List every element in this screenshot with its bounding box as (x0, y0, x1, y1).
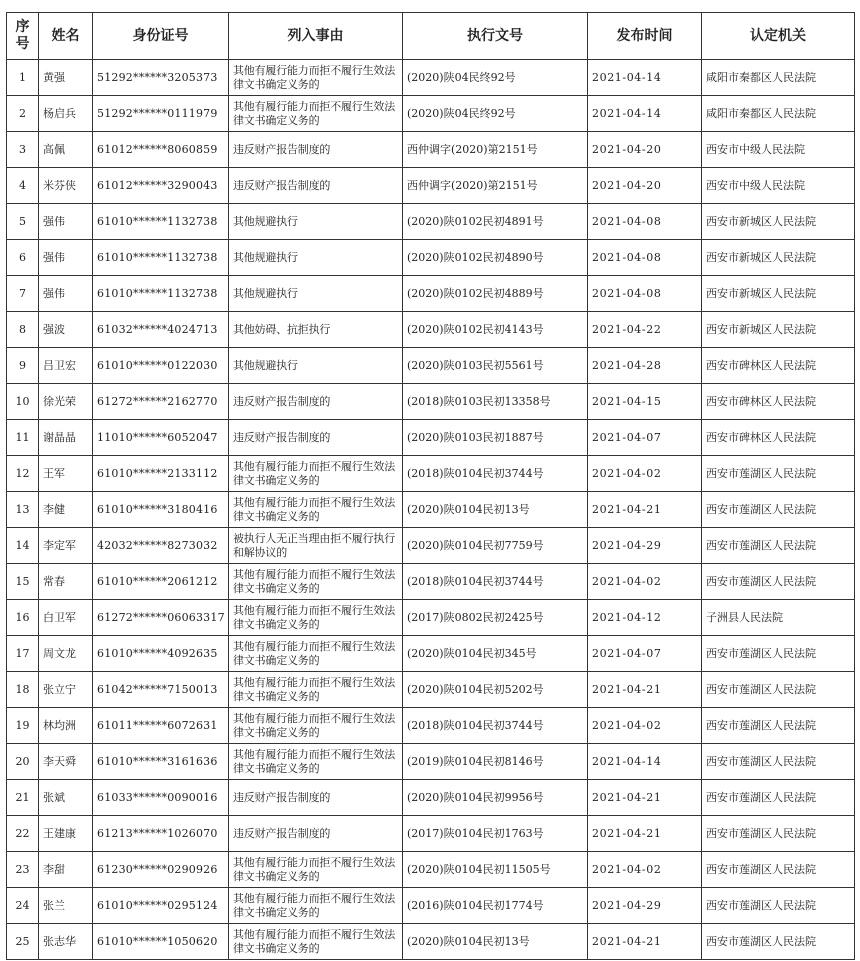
cell-case-number: (2020)陕0102民初4890号 (403, 240, 588, 276)
cell-name: 米芬侠 (39, 168, 93, 204)
cell-case-number: (2018)陕0104民初3744号 (403, 456, 588, 492)
cell-no: 4 (7, 168, 39, 204)
cell-case-number: (2019)陕0104民初8146号 (403, 744, 588, 780)
cell-reason: 其他规避执行 (229, 204, 403, 240)
cell-case-number: (2018)陕0103民初13358号 (403, 384, 588, 420)
table-row (7, 384, 855, 420)
cell-case-number: (2018)陕0104民初3744号 (403, 708, 588, 744)
cell-reason: 被执行人无正当理由拒不履行执行和解协议的 (229, 528, 403, 564)
cell-publish-date: 2021-04-28 (588, 348, 702, 384)
cell-id-number: 61010******1132738 (93, 276, 229, 312)
cell-name: 强伟 (39, 204, 93, 240)
header-date: 发布时间 (588, 13, 702, 60)
cell-name: 谢晶晶 (39, 420, 93, 456)
cell-id-number: 61272******06063317 (93, 600, 229, 636)
header-row (7, 13, 855, 60)
cell-name: 高佩 (39, 132, 93, 168)
cell-reason: 其他规避执行 (229, 240, 403, 276)
cell-reason: 其他有履行能力而拒不履行生效法律文书确定义务的 (229, 672, 403, 708)
cell-reason: 其他规避执行 (229, 348, 403, 384)
cell-no: 21 (7, 780, 39, 816)
cell-court: 西安市中级人民法院 (702, 132, 855, 168)
cell-reason: 其他有履行能力而拒不履行生效法律文书确定义务的 (229, 492, 403, 528)
cell-reason: 其他有履行能力而拒不履行生效法律文书确定义务的 (229, 708, 403, 744)
cell-publish-date: 2021-04-07 (588, 420, 702, 456)
cell-id-number: 51292******0111979 (93, 96, 229, 132)
cell-court: 西安市莲湖区人民法院 (702, 528, 855, 564)
cell-name: 常春 (39, 564, 93, 600)
cell-reason: 其他有履行能力而拒不履行生效法律文书确定义务的 (229, 456, 403, 492)
table-row (7, 528, 855, 564)
cell-id-number: 42032******8273032 (93, 528, 229, 564)
cell-reason: 其他有履行能力而拒不履行生效法律文书确定义务的 (229, 888, 403, 924)
header-case: 执行文号 (403, 13, 588, 60)
cell-no: 22 (7, 816, 39, 852)
cell-case-number: (2020)陕0104民初5202号 (403, 672, 588, 708)
cell-publish-date: 2021-04-02 (588, 456, 702, 492)
cell-name: 李天舜 (39, 744, 93, 780)
table-row (7, 168, 855, 204)
cell-court: 西安市莲湖区人民法院 (702, 492, 855, 528)
table-row (7, 564, 855, 600)
table-row (7, 96, 855, 132)
table-row (7, 420, 855, 456)
cell-name: 张斌 (39, 780, 93, 816)
cell-reason: 违反财产报告制度的 (229, 816, 403, 852)
cell-reason: 违反财产报告制度的 (229, 420, 403, 456)
table-row (7, 492, 855, 528)
cell-case-number: (2020)陕0104民初13号 (403, 924, 588, 960)
cell-id-number: 61033******0090016 (93, 780, 229, 816)
table-row (7, 204, 855, 240)
cell-name: 李甜 (39, 852, 93, 888)
cell-court: 西安市莲湖区人民法院 (702, 852, 855, 888)
cell-reason: 其他有履行能力而拒不履行生效法律文书确定义务的 (229, 924, 403, 960)
table-body (7, 60, 855, 960)
table-row (7, 240, 855, 276)
cell-publish-date: 2021-04-21 (588, 780, 702, 816)
table-row (7, 744, 855, 780)
cell-publish-date: 2021-04-02 (588, 852, 702, 888)
cell-no: 23 (7, 852, 39, 888)
cell-publish-date: 2021-04-21 (588, 924, 702, 960)
cell-name: 周文龙 (39, 636, 93, 672)
cell-publish-date: 2021-04-22 (588, 312, 702, 348)
cell-court: 西安市新城区人民法院 (702, 240, 855, 276)
table-row (7, 888, 855, 924)
cell-reason: 违反财产报告制度的 (229, 168, 403, 204)
cell-court: 西安市莲湖区人民法院 (702, 780, 855, 816)
cell-name: 徐光荣 (39, 384, 93, 420)
cell-no: 6 (7, 240, 39, 276)
cell-court: 西安市莲湖区人民法院 (702, 564, 855, 600)
cell-court: 咸阳市秦都区人民法院 (702, 60, 855, 96)
cell-name: 王军 (39, 456, 93, 492)
cell-no: 20 (7, 744, 39, 780)
table-row (7, 312, 855, 348)
table-row (7, 132, 855, 168)
cell-no: 15 (7, 564, 39, 600)
document-page (6, 12, 854, 960)
cell-court: 西安市碑林区人民法院 (702, 348, 855, 384)
table-row (7, 672, 855, 708)
cell-case-number: (2020)陕0104民初13号 (403, 492, 588, 528)
cell-court: 西安市莲湖区人民法院 (702, 744, 855, 780)
cell-id-number: 11010******6052047 (93, 420, 229, 456)
cell-publish-date: 2021-04-21 (588, 492, 702, 528)
cell-reason: 其他有履行能力而拒不履行生效法律文书确定义务的 (229, 600, 403, 636)
cell-id-number: 61011******6072631 (93, 708, 229, 744)
cell-id-number: 61012******3290043 (93, 168, 229, 204)
table-row (7, 276, 855, 312)
cell-id-number: 61010******1132738 (93, 240, 229, 276)
cell-name: 强波 (39, 312, 93, 348)
cell-reason: 其他有履行能力而拒不履行生效法律文书确定义务的 (229, 636, 403, 672)
header-reason: 列入事由 (229, 13, 403, 60)
cell-id-number: 61010******1132738 (93, 204, 229, 240)
cell-publish-date: 2021-04-15 (588, 384, 702, 420)
cell-court: 西安市莲湖区人民法院 (702, 924, 855, 960)
cell-no: 25 (7, 924, 39, 960)
table-row (7, 924, 855, 960)
cell-publish-date: 2021-04-08 (588, 276, 702, 312)
cell-case-number: (2020)陕0102民初4889号 (403, 276, 588, 312)
cell-id-number: 61010******0295124 (93, 888, 229, 924)
cell-no: 12 (7, 456, 39, 492)
cell-case-number: (2017)陕0104民初1763号 (403, 816, 588, 852)
cell-publish-date: 2021-04-14 (588, 744, 702, 780)
cell-case-number: (2020)陕04民终92号 (403, 60, 588, 96)
cell-no: 16 (7, 600, 39, 636)
cell-case-number: (2020)陕0104民初345号 (403, 636, 588, 672)
cell-name: 张立宁 (39, 672, 93, 708)
table-row (7, 852, 855, 888)
cell-reason: 其他有履行能力而拒不履行生效法律文书确定义务的 (229, 564, 403, 600)
cell-publish-date: 2021-04-02 (588, 564, 702, 600)
cell-publish-date: 2021-04-12 (588, 600, 702, 636)
header-id: 身份证号 (93, 13, 229, 60)
cell-no: 1 (7, 60, 39, 96)
cell-court: 西安市莲湖区人民法院 (702, 456, 855, 492)
cell-name: 李健 (39, 492, 93, 528)
cell-case-number: (2020)陕0104民初7759号 (403, 528, 588, 564)
cell-publish-date: 2021-04-29 (588, 888, 702, 924)
cell-court: 西安市莲湖区人民法院 (702, 816, 855, 852)
cell-name: 王建康 (39, 816, 93, 852)
cell-publish-date: 2021-04-07 (588, 636, 702, 672)
cell-id-number: 61042******7150013 (93, 672, 229, 708)
cell-court: 西安市中级人民法院 (702, 168, 855, 204)
cell-no: 8 (7, 312, 39, 348)
cell-court: 西安市新城区人民法院 (702, 312, 855, 348)
cell-name: 张兰 (39, 888, 93, 924)
cell-publish-date: 2021-04-29 (588, 528, 702, 564)
table-row (7, 456, 855, 492)
cell-name: 白卫军 (39, 600, 93, 636)
cell-name: 李定军 (39, 528, 93, 564)
cell-no: 14 (7, 528, 39, 564)
cell-publish-date: 2021-04-02 (588, 708, 702, 744)
dishonest-persons-table (6, 12, 855, 960)
cell-case-number: (2020)陕0102民初4891号 (403, 204, 588, 240)
cell-name: 黄强 (39, 60, 93, 96)
cell-no: 13 (7, 492, 39, 528)
cell-case-number: (2020)陕0103民初5561号 (403, 348, 588, 384)
cell-name: 林均洲 (39, 708, 93, 744)
cell-reason: 其他有履行能力而拒不履行生效法律文书确定义务的 (229, 96, 403, 132)
cell-court: 西安市碑林区人民法院 (702, 420, 855, 456)
cell-publish-date: 2021-04-21 (588, 816, 702, 852)
cell-no: 24 (7, 888, 39, 924)
table-row (7, 600, 855, 636)
cell-publish-date: 2021-04-21 (588, 672, 702, 708)
cell-id-number: 61230******0290926 (93, 852, 229, 888)
cell-case-number: 西仲调字(2020)第2151号 (403, 168, 588, 204)
cell-case-number: (2020)陕04民终92号 (403, 96, 588, 132)
table-row (7, 636, 855, 672)
cell-name: 强伟 (39, 240, 93, 276)
table-row (7, 816, 855, 852)
cell-id-number: 51292******3205373 (93, 60, 229, 96)
cell-publish-date: 2021-04-14 (588, 60, 702, 96)
header-name: 姓名 (39, 13, 93, 60)
cell-reason: 其他规避执行 (229, 276, 403, 312)
cell-id-number: 61010******2133112 (93, 456, 229, 492)
cell-name: 强伟 (39, 276, 93, 312)
cell-no: 2 (7, 96, 39, 132)
cell-case-number: (2020)陕0103民初1887号 (403, 420, 588, 456)
cell-no: 3 (7, 132, 39, 168)
cell-reason: 违反财产报告制度的 (229, 132, 403, 168)
cell-id-number: 61010******4092635 (93, 636, 229, 672)
cell-reason: 其他有履行能力而拒不履行生效法律文书确定义务的 (229, 60, 403, 96)
cell-id-number: 61010******3180416 (93, 492, 229, 528)
cell-court: 西安市碑林区人民法院 (702, 384, 855, 420)
cell-court: 西安市莲湖区人民法院 (702, 672, 855, 708)
cell-case-number: (2020)陕0102民初4143号 (403, 312, 588, 348)
cell-case-number: (2020)陕0104民初9956号 (403, 780, 588, 816)
cell-case-number: (2020)陕0104民初11505号 (403, 852, 588, 888)
table-row (7, 780, 855, 816)
cell-case-number: (2018)陕0104民初3744号 (403, 564, 588, 600)
cell-court: 西安市莲湖区人民法院 (702, 708, 855, 744)
cell-publish-date: 2021-04-08 (588, 240, 702, 276)
header-court: 认定机关 (702, 13, 855, 60)
cell-no: 7 (7, 276, 39, 312)
cell-no: 5 (7, 204, 39, 240)
cell-reason: 违反财产报告制度的 (229, 780, 403, 816)
cell-publish-date: 2021-04-14 (588, 96, 702, 132)
cell-id-number: 61272******2162770 (93, 384, 229, 420)
cell-court: 西安市莲湖区人民法院 (702, 888, 855, 924)
cell-id-number: 61032******4024713 (93, 312, 229, 348)
header-no: 序号 (7, 13, 39, 60)
cell-id-number: 61012******8060859 (93, 132, 229, 168)
cell-id-number: 61010******3161636 (93, 744, 229, 780)
cell-no: 10 (7, 384, 39, 420)
cell-reason: 其他有履行能力而拒不履行生效法律文书确定义务的 (229, 744, 403, 780)
cell-reason: 其他有履行能力而拒不履行生效法律文书确定义务的 (229, 852, 403, 888)
cell-publish-date: 2021-04-08 (588, 204, 702, 240)
table-header (7, 13, 855, 60)
cell-id-number: 61010******0122030 (93, 348, 229, 384)
cell-court: 子洲县人民法院 (702, 600, 855, 636)
cell-publish-date: 2021-04-20 (588, 132, 702, 168)
cell-no: 11 (7, 420, 39, 456)
cell-id-number: 61010******2061212 (93, 564, 229, 600)
cell-court: 西安市新城区人民法院 (702, 276, 855, 312)
cell-name: 吕卫宏 (39, 348, 93, 384)
cell-id-number: 61213******1026070 (93, 816, 229, 852)
cell-court: 咸阳市秦都区人民法院 (702, 96, 855, 132)
cell-name: 张志华 (39, 924, 93, 960)
cell-id-number: 61010******1050620 (93, 924, 229, 960)
table-row (7, 348, 855, 384)
cell-case-number: (2017)陕0802民初2425号 (403, 600, 588, 636)
cell-court: 西安市莲湖区人民法院 (702, 636, 855, 672)
cell-publish-date: 2021-04-20 (588, 168, 702, 204)
cell-reason: 其他妨碍、抗拒执行 (229, 312, 403, 348)
cell-name: 杨启兵 (39, 96, 93, 132)
cell-no: 18 (7, 672, 39, 708)
cell-reason: 违反财产报告制度的 (229, 384, 403, 420)
table-row (7, 708, 855, 744)
cell-case-number: (2016)陕0104民初1774号 (403, 888, 588, 924)
cell-no: 17 (7, 636, 39, 672)
cell-no: 9 (7, 348, 39, 384)
cell-no: 19 (7, 708, 39, 744)
cell-court: 西安市新城区人民法院 (702, 204, 855, 240)
table-row (7, 60, 855, 96)
cell-case-number: 西仲调字(2020)第2151号 (403, 132, 588, 168)
